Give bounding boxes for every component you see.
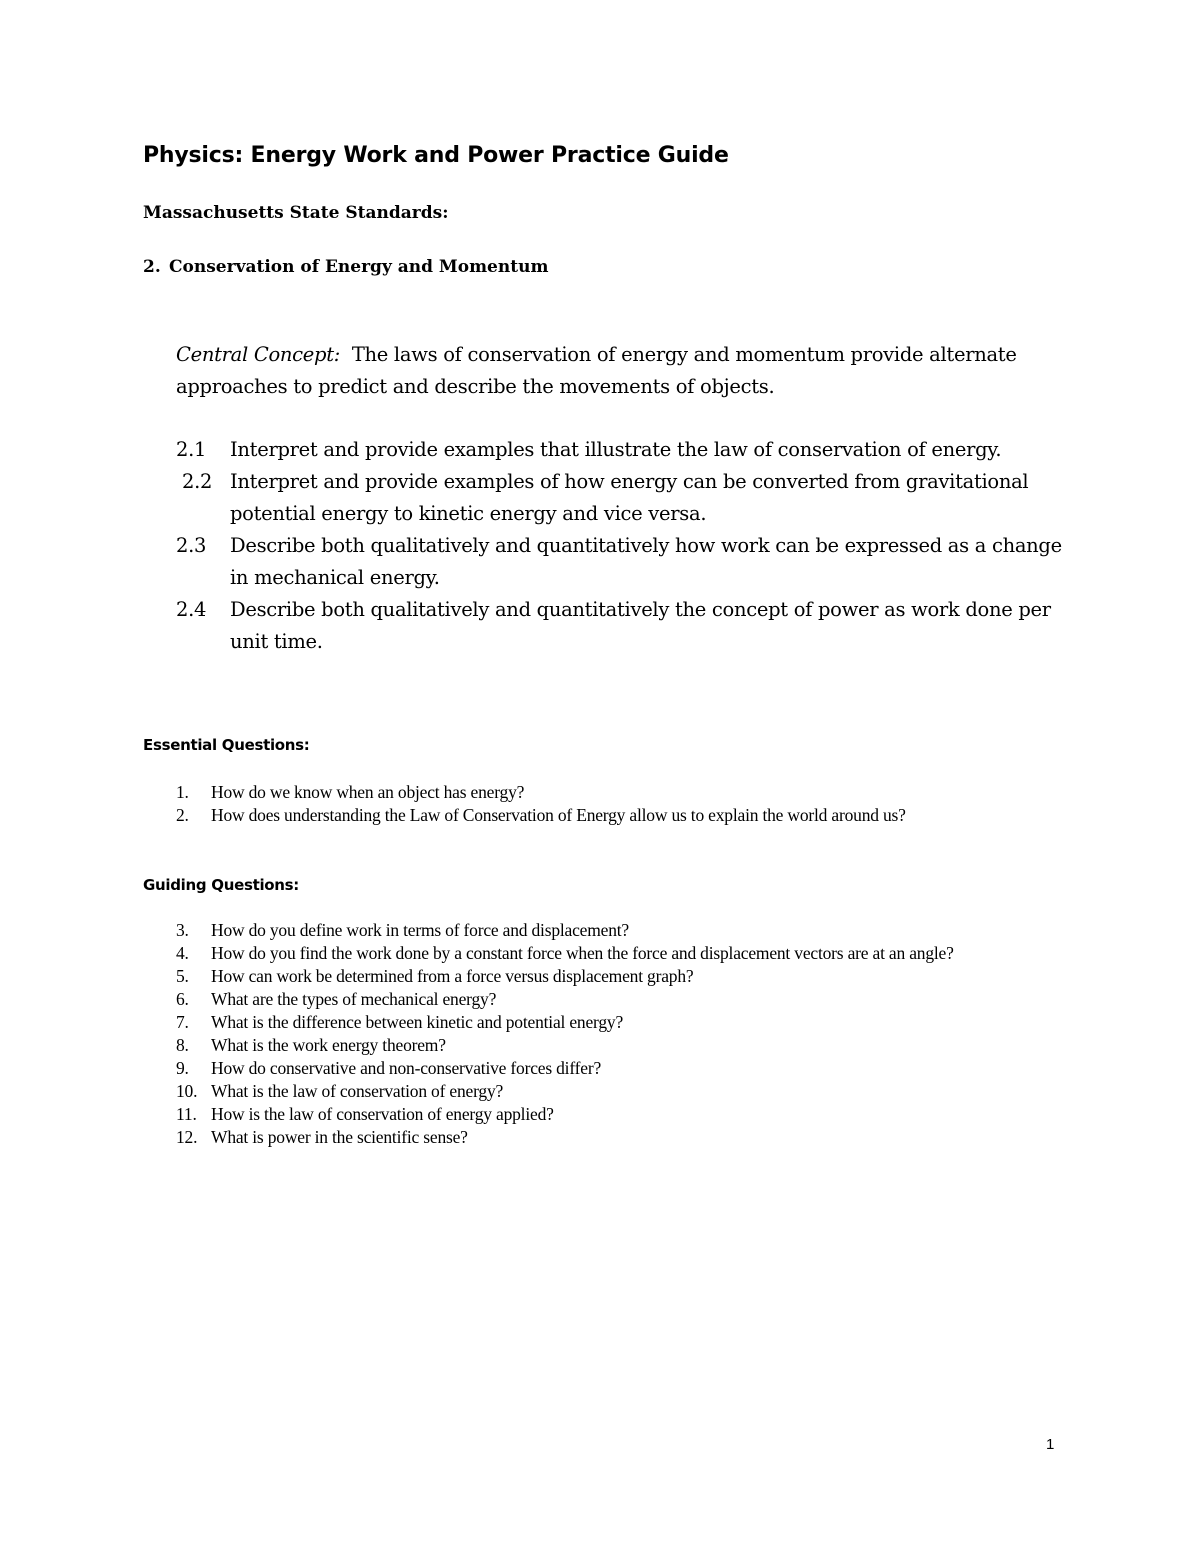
question-number: 10. bbox=[176, 1081, 198, 1101]
question-number: 1. bbox=[176, 782, 189, 802]
list-item bbox=[176, 1034, 1056, 1057]
central-concept-text: The laws of conservation of energy and momentum provide alternate approaches to predict and describe the movements of objects. bbox=[176, 343, 1017, 398]
question-number: 4. bbox=[176, 943, 189, 963]
section-heading bbox=[143, 257, 548, 277]
list-item bbox=[176, 466, 1076, 530]
list-item bbox=[176, 781, 1056, 804]
standard-code: 2.1 bbox=[176, 438, 207, 461]
list-item bbox=[176, 1103, 1056, 1126]
list-item bbox=[176, 965, 1056, 988]
list-item bbox=[176, 1080, 1056, 1103]
question-number: 12. bbox=[176, 1127, 198, 1147]
section-number: 2. bbox=[143, 257, 161, 277]
question-number: 8. bbox=[176, 1035, 189, 1055]
question-text: How do we know when an object has energy? bbox=[211, 782, 525, 802]
question-text: What are the types of mechanical energy? bbox=[211, 989, 497, 1009]
guiding-questions-heading: Guiding Questions: bbox=[143, 876, 300, 894]
page-number: 1 bbox=[1046, 1436, 1055, 1453]
question-text: What is the difference between kinetic and potential energy? bbox=[211, 1012, 624, 1032]
question-number: 7. bbox=[176, 1012, 189, 1032]
question-number: 3. bbox=[176, 920, 189, 940]
question-number: 2. bbox=[176, 805, 189, 825]
question-number: 11. bbox=[176, 1104, 197, 1124]
list-item bbox=[176, 942, 1056, 965]
list-item bbox=[176, 594, 1076, 658]
list-item bbox=[176, 1057, 1056, 1080]
question-text: How do you define work in terms of force and displacement? bbox=[211, 920, 629, 940]
standard-text: Describe both qualitatively and quantitatively the concept of power as work done per unit time. bbox=[230, 598, 1051, 653]
question-text: How do conservative and non-conservative forces differ? bbox=[211, 1058, 602, 1078]
central-concept-label: Central Concept: bbox=[176, 343, 341, 366]
question-text: How is the law of conservation of energy applied? bbox=[211, 1104, 554, 1124]
standard-text: Interpret and provide examples of how energy can be converted from gravitational potential energy to kinetic energy and vice versa. bbox=[230, 470, 1029, 525]
standard-code: 2.4 bbox=[176, 598, 207, 621]
essential-questions-list bbox=[176, 781, 1056, 827]
standard-text: Describe both qualitatively and quantitatively how work can be expressed as a change in mechanical energy. bbox=[230, 534, 1062, 589]
question-text: How does understanding the Law of Conservation of Energy allow us to explain the world around us? bbox=[211, 805, 906, 825]
list-item bbox=[176, 804, 1056, 827]
standard-text: Interpret and provide examples that illustrate the law of conservation of energy. bbox=[230, 438, 1002, 461]
question-number: 9. bbox=[176, 1058, 189, 1078]
question-text: What is the work energy theorem? bbox=[211, 1035, 446, 1055]
list-item bbox=[176, 1011, 1056, 1034]
page-title: Physics: Energy Work and Power Practice Guide bbox=[143, 143, 729, 168]
guiding-questions-list bbox=[176, 919, 1056, 1149]
question-number: 5. bbox=[176, 966, 189, 986]
list-item bbox=[176, 434, 1076, 466]
section-title: Conservation of Energy and Momentum bbox=[169, 257, 549, 277]
essential-questions-heading: Essential Questions: bbox=[143, 736, 310, 754]
question-number: 6. bbox=[176, 989, 189, 1009]
standard-code: 2.3 bbox=[176, 534, 207, 557]
list-item bbox=[176, 1126, 1056, 1149]
standards-list bbox=[176, 434, 1076, 658]
central-concept bbox=[176, 339, 1076, 403]
list-item bbox=[176, 530, 1076, 594]
question-text: How can work be determined from a force versus displacement graph? bbox=[211, 966, 694, 986]
list-item bbox=[176, 988, 1056, 1011]
question-text: How do you find the work done by a constant force when the force and displacement vectors are at an angle? bbox=[211, 943, 954, 963]
question-text: What is power in the scientific sense? bbox=[211, 1127, 468, 1147]
list-item bbox=[176, 919, 1056, 942]
standards-label: Massachusetts State Standards: bbox=[143, 203, 449, 223]
question-text: What is the law of conservation of energy? bbox=[211, 1081, 504, 1101]
standard-code: 2.2 bbox=[182, 470, 213, 493]
